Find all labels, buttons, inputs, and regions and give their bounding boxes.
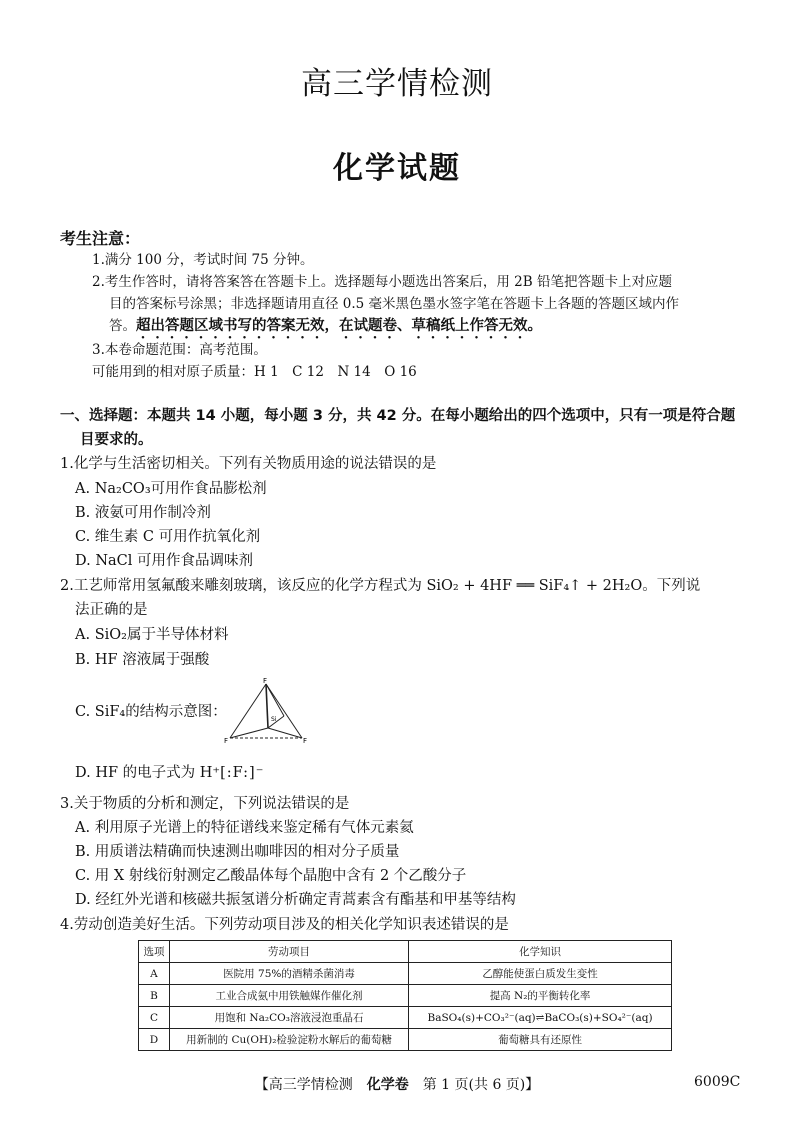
paper-code: 6009C (694, 1074, 741, 1090)
atom-label-left: F (224, 737, 229, 745)
table-cell: 提高 N₂的平衡转化率 (409, 985, 672, 1007)
q3-option-c: C. 用 X 射线衍射测定乙酸晶体每个晶胞中含有 2 个乙酸分子 (75, 868, 467, 884)
exam-title: 高三学情检测 (301, 66, 493, 102)
table-cell: BaSO₄(s)+CO₃²⁻(aq)⇌BaCO₃(s)+SO₄²⁻(aq) (409, 1007, 672, 1029)
section-heading-line1: 一、选择题：本题共 14 小题，每小题 3 分，共 42 分。在每小题给出的四个选项中，只有一项是符合题 (60, 408, 736, 424)
q2-stem-line1: 2.工艺师常用氢氟酸来雕刻玻璃，该反应的化学方程式为 SiO₂ + 4HF ══ SiF₄↑ + 2H₂O。下列说 (60, 578, 701, 594)
table-cell: 用新制的 Cu(OH)₂检验淀粉水解后的葡萄糖 (169, 1029, 408, 1051)
section-heading-line2: 目要求的。 (80, 432, 153, 448)
sif4-structure-diagram (224, 676, 310, 746)
table-row (139, 1007, 672, 1029)
q4-table (138, 940, 672, 1051)
q2-option-a: A. SiO₂属于半导体材料 (75, 627, 229, 643)
electron-formula: [:F:]⁻ (220, 765, 265, 781)
footer-page: 第 1 页(共 6 页)】 (408, 1077, 540, 1093)
q1-stem: 1.化学与生活密切相关。下列有关物质用途的说法错误的是 (60, 456, 437, 472)
q2-option-d-prefix: D. HF 的电子式为 H⁺ (75, 765, 221, 781)
q2-option-b: B. HF 溶液属于强酸 (75, 652, 210, 668)
bond-line (266, 684, 284, 716)
table-header-cell: 劳动项目 (169, 941, 408, 963)
q1-option-b: B. 液氨可用作制冷剂 (75, 505, 211, 521)
page-footer (0, 1074, 794, 1094)
table-cell: 医院用 75%的酒精杀菌消毒 (169, 963, 408, 985)
table-header-cell: 选项 (139, 941, 170, 963)
table-header-cell: 化学知识 (409, 941, 672, 963)
table-cell: B (139, 985, 170, 1007)
q4-stem: 4.劳动创造美好生活。下列劳动项目涉及的相关化学知识表述错误的是 (60, 917, 509, 933)
table-cell: C (139, 1007, 170, 1029)
note-2-line2: 目的答案标号涂黑；非选择题请用直径 0.5 毫米黑色墨水签字笔在答题卡上各题的答题区域内作 (109, 296, 680, 312)
subject-title: 化学试题 (333, 151, 461, 186)
table-row (139, 985, 672, 1007)
note-2-emphasis: 超出答题区域书写的答案无效，在试题卷、草稿纸上作答无效。 (136, 318, 542, 334)
q1-option-d: D. NaCl 可用作食品调味剂 (75, 553, 253, 569)
table-cell: 工业合成氨中用铁触媒作催化剂 (169, 985, 408, 1007)
bond-line (266, 684, 268, 728)
table-header-row (139, 941, 672, 963)
q3-option-a: A. 利用原子光谱上的特征谱线来鉴定稀有气体元素氦 (75, 820, 414, 836)
table-cell: 葡萄糖具有还原性 (409, 1029, 672, 1051)
atom-label-top: F (263, 677, 268, 685)
q3-stem: 3.关于物质的分析和测定，下列说法错误的是 (60, 796, 350, 812)
notes-heading: 考生注意： (60, 229, 141, 248)
footer-left: 【高三学情检测 (254, 1077, 367, 1093)
note-2-line3 (109, 316, 542, 342)
note-1: 1.满分 100 分，考试时间 75 分钟。 (92, 252, 314, 268)
note-3: 3.本卷命题范围：高考范围。 (92, 342, 267, 358)
atomic-masses: 可能用到的相对原子质量：H 1 C 12 N 14 O 16 (92, 364, 417, 380)
q3-option-b: B. 用质谱法精确而快速测出咖啡因的相对分子质量 (75, 844, 400, 860)
atom-label-right: F (303, 737, 308, 745)
q1-option-a: A. Na₂CO₃可用作食品膨松剂 (75, 481, 267, 497)
table-cell: 用饱和 Na₂CO₃溶液浸泡重晶石 (169, 1007, 408, 1029)
table-row (139, 1029, 672, 1051)
footer-subject: 化学卷 (366, 1077, 409, 1093)
note-2-line3-plain: 答。 (109, 318, 136, 334)
q2-stem-line2: 法正确的是 (75, 602, 148, 618)
q2-option-c: C. SiF₄的结构示意图： (75, 704, 227, 720)
bond-line (266, 684, 302, 738)
table-cell: D (139, 1029, 170, 1051)
q3-option-d: D. 经红外光谱和核磁共振氢谱分析确定青蒿素含有酯基和甲基等结构 (75, 892, 516, 908)
atom-label-center: Si (271, 716, 277, 723)
table-cell: A (139, 963, 170, 985)
table-row (139, 963, 672, 985)
table-cell: 乙醇能使蛋白质发生变性 (409, 963, 672, 985)
q2-option-d (75, 761, 264, 785)
q1-option-c: C. 维生素 C 可用作抗氧化剂 (75, 529, 261, 545)
note-2-line1: 2.考生作答时，请将答案答在答题卡上。选择题每小题选出答案后，用 2B 铅笔把答题卡上对应题 (92, 274, 672, 290)
